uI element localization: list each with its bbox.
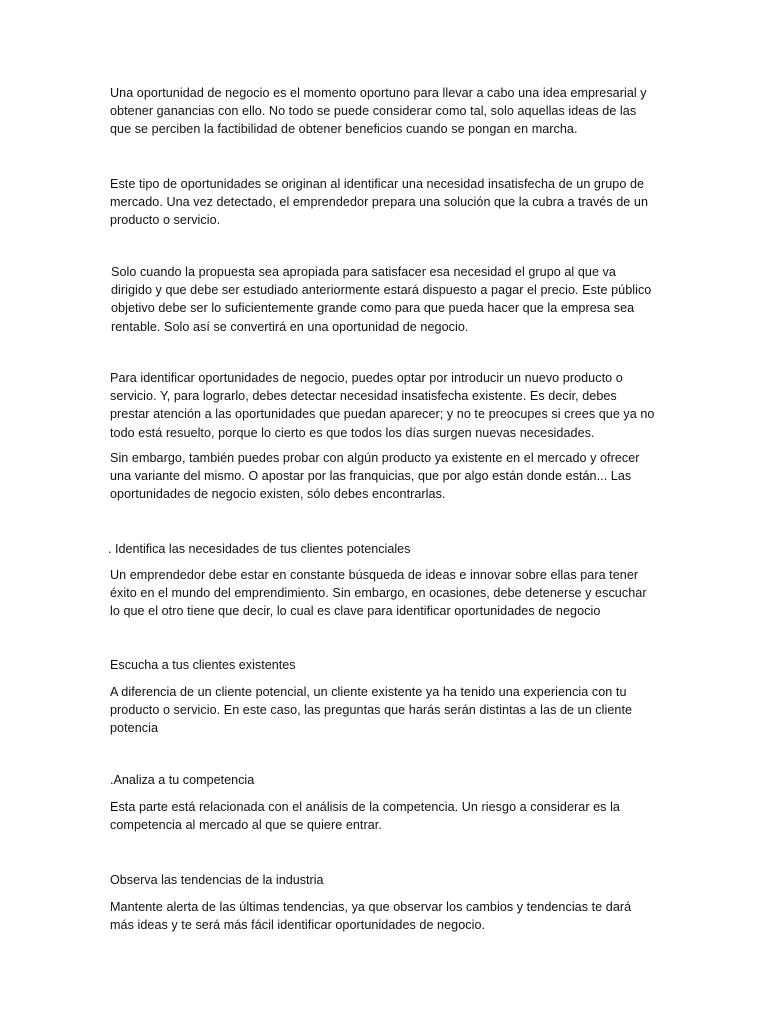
section-heading-competition: .Analiza a tu competencia	[110, 773, 255, 787]
section-body-trends: Mantente alerta de las últimas tendencias, ya que observar los cambios y tendencias te dará más ideas y te será más fácil identificar oportunidades de negocio.	[110, 900, 632, 933]
section-body-existing-clients: A diferencia de un cliente potencial, un cliente existente ya ha tenido una experiencia con tu producto o servicio. En este caso, las preguntas que harás serán distintas a las de un cliente potencia	[110, 685, 633, 736]
paragraph-intro: Una oportunidad de negocio es el momento oportuno para llevar a cabo una idea empresarial y obtener ganancias con ello. No todo se puede considerar como tal, solo aquellas ideas de las que se perciben la factibilidad de obtener beneficios cuando se pongan en marcha.	[110, 86, 647, 137]
section-heading-potential-clients: . Identifica las necesidades de tus clientes potenciales	[108, 542, 411, 556]
paragraph-existing-products: Sin embargo, también puedes probar con algún producto ya existente en el mercado y ofrecer una variante del mismo. O apostar por las franquicias, que por algo están donde están... Las oportunidades de negocio existen, sólo debes encontrarlas.	[110, 451, 640, 502]
paragraph-origin: Este tipo de oportunidades se originan al identificar una necesidad insatisfecha de un grupo de mercado. Una vez detectado, el emprendedor prepara una solución que la cubra a través de un producto o servicio.	[110, 177, 649, 228]
paragraph-proposal: Solo cuando la propuesta sea apropiada para satisfacer esa necesidad el grupo al que va dirigido y que debe ser estudiado anteriormente estará dispuesto a pagar el precio. Este público objetivo debe ser lo suficientemente grande como para que pueda hacer que la empresa sea rentable. Solo así se convertirá en una oportunidad de negocio.	[111, 265, 652, 334]
section-body-competition: Esta parte está relacionada con el análisis de la competencia. Un riesgo a considerar es la competencia al mercado al que se quiere entrar.	[110, 800, 620, 833]
paragraph-identify: Para identificar oportunidades de negocio, puedes optar por introducir un nuevo producto o servicio. Y, para lograrlo, debes detectar necesidad insatisfecha existente. Es decir, debes prestar atención a las oportunidades que puedan aparecer; y no te preocupes si crees que ya no todo está resuelto, porque lo cierto es que todos los días surgen nuevas necesidades.	[110, 371, 655, 440]
section-body-potential-clients: Un emprendedor debe estar en constante búsqueda de ideas e innovar sobre ellas para tener éxito en el mundo del emprendimiento. Sin embargo, en ocasiones, debe detenerse y escuchar lo que el otro tiene que decir, lo cual es clave para identificar oportunidades de negocio	[110, 568, 647, 619]
section-heading-existing-clients: Escucha a tus clientes existentes	[110, 658, 296, 672]
section-heading-trends: Observa las tendencias de la industria	[110, 873, 324, 887]
